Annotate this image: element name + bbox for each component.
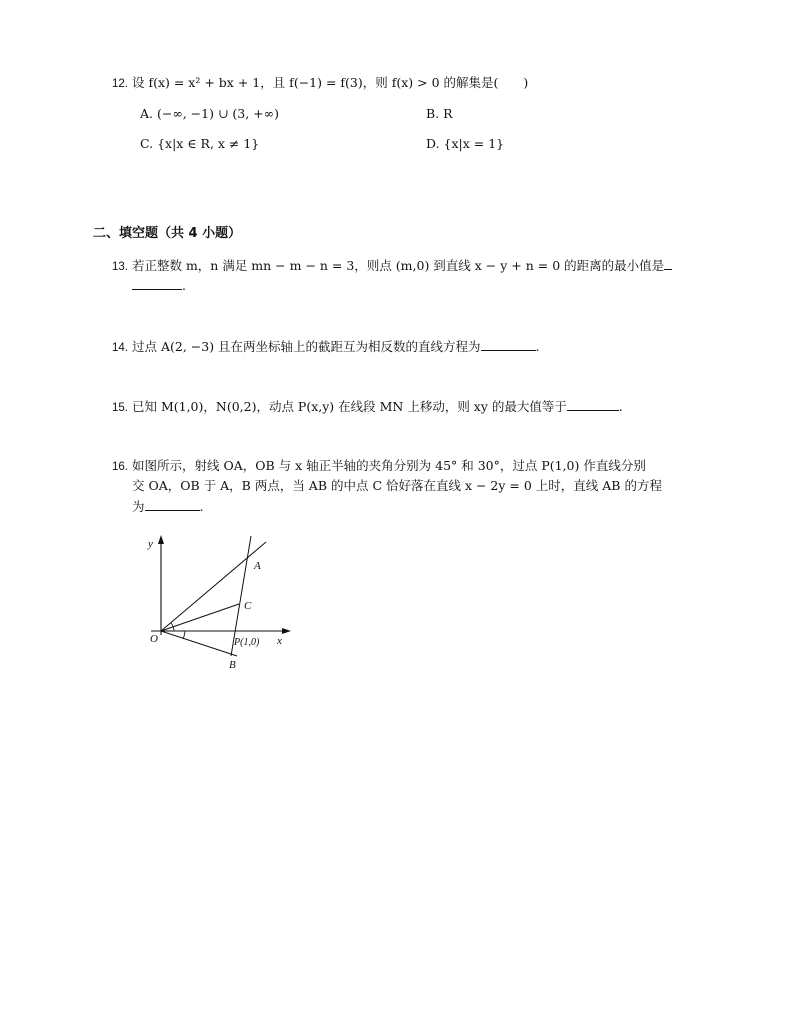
q14-number: 14. [112,342,128,354]
q14-line [112,337,540,357]
q13-stem: 若正整数 m，n 满足 mn − m − n = 3，则点 (m,0) 到直线 x − y + n = 0 的距离的最小值是 [131,258,665,273]
q15-line [112,397,623,417]
q12-option-b: B. R [426,106,453,121]
q16-answer-blank [145,497,200,511]
q13-answer-blank [132,276,182,290]
q14-answer-blank [481,337,536,351]
label-c: C [244,600,252,612]
q14-end: . [535,339,540,354]
q16-figure [140,532,300,672]
q15-end: . [618,399,623,414]
angle-arc-30 [183,631,185,639]
q12-option-a: A. (−∞, −1) ∪ (3, +∞) [140,106,279,121]
q15-answer-blank [567,397,619,411]
q13-blank-start [664,256,672,270]
q15-stem: 已知 M(1,0)，N(0,2)，动点 P(x,y) 在线段 MN 上移动，则 xy 的最大值等于 [131,399,567,414]
q16-line2: 交 OA，OB 于 A，B 两点，当 AB 的中点 C 恰好落在直线 x − 2y = 0 上时，直线 AB 的方程 [132,478,662,493]
q13-line2 [132,276,186,295]
label-y: y [148,538,153,550]
q16-text-line3: 为 [132,499,145,514]
q12-stem-line [112,74,528,93]
section-2-title: 二、填空题（共 4 小题） [93,226,242,241]
label-p: P(1,0) [234,637,260,648]
x-axis-arrow [282,628,291,634]
q15-number: 15. [112,402,128,414]
segment-oc [161,604,239,631]
q13-line1 [112,256,672,276]
label-b: B [229,659,236,671]
q16-line1 [112,457,646,476]
ray-ob [161,631,237,656]
q16-text-line1: 如图所示，射线 OA，OB 与 x 轴正半轴的夹角分别为 45° 和 30°，过点 P(1,0) 作直线分别 [131,458,646,473]
q16-end: . [199,499,204,514]
label-a: A [254,560,261,572]
q12-number: 12. [112,78,128,90]
q12-stem: 设 f(x) = x² + bx + 1，且 f(−1) = f(3)，则 f(x) > 0 的解集是( ) [131,75,529,90]
q13-end: . [182,278,186,293]
y-axis-arrow [158,535,164,544]
label-o: O [150,633,158,645]
label-x: x [277,635,282,647]
ray-oa [161,542,266,631]
q13-number: 13. [112,261,128,273]
q16-number: 16. [112,461,128,473]
q14-stem: 过点 A(2, −3) 且在两坐标轴上的截距互为相反数的直线方程为 [131,339,481,354]
q12-option-c: C. {x|x ∈ R, x ≠ 1} [140,136,260,151]
q12-option-d: D. {x|x = 1} [426,136,505,151]
q16-line3 [132,497,204,516]
